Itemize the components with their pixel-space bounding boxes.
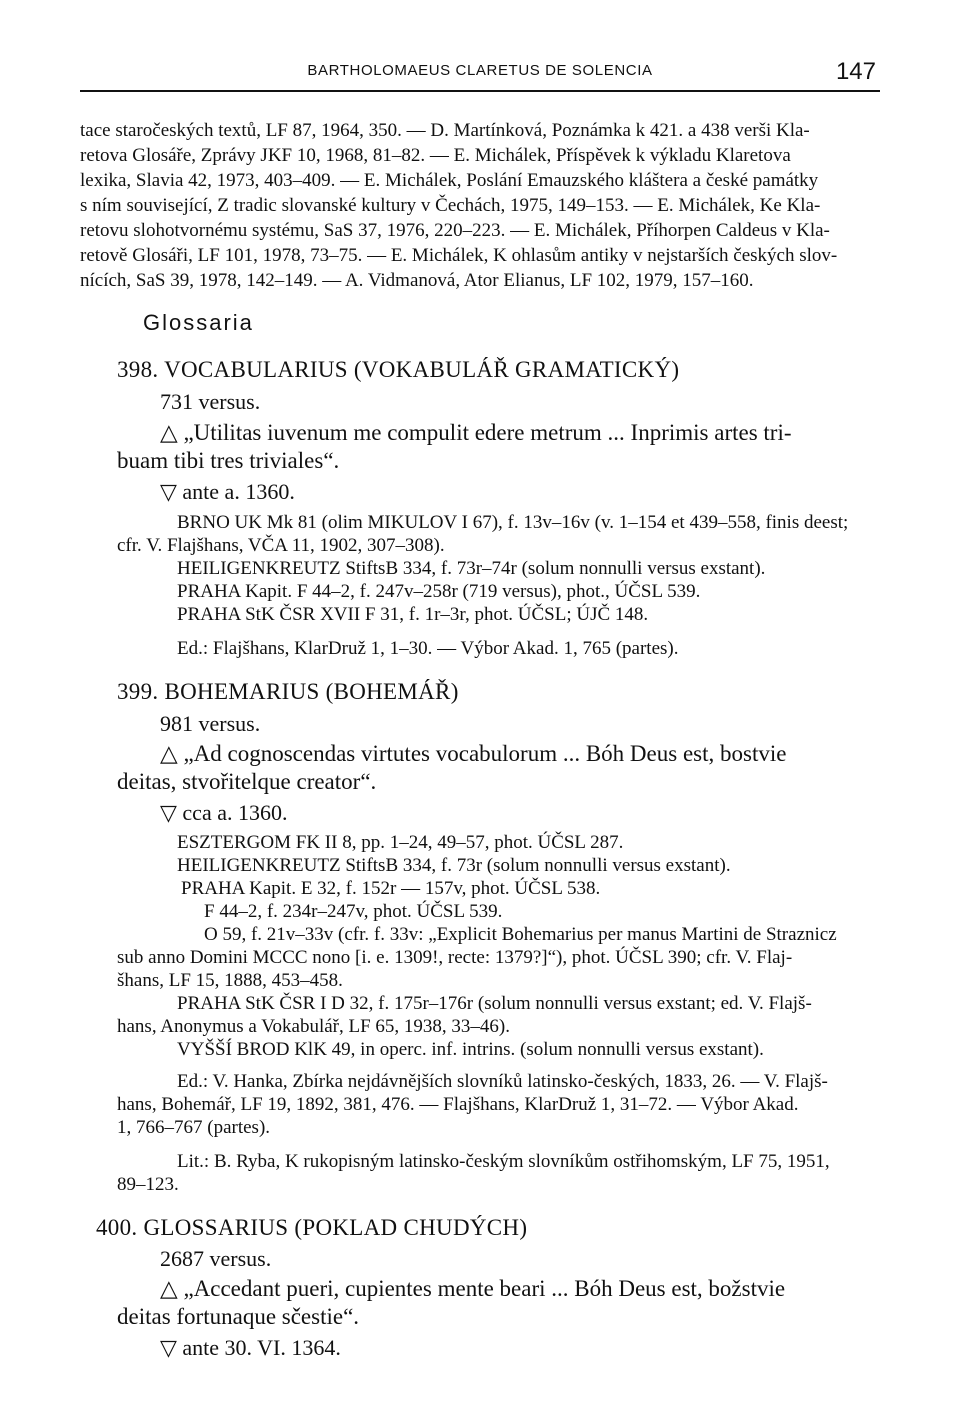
entry-date: ▽ cca a. 1360. xyxy=(160,800,288,825)
section-title: Glossaria xyxy=(143,310,254,335)
entry-date: ▽ ante 30. VI. 1364. xyxy=(160,1335,341,1360)
manuscript-line: VYŠŠÍ BROD KlK 49, in operc. inf. intrins. (solum nonnulli versus exstant). xyxy=(177,1039,764,1060)
manuscript-line: hans, Anonymus a Vokabulář, LF 65, 1938, 33–46). xyxy=(117,1016,511,1037)
literature-line: Lit.: B. Ryba, K rukopisným latinsko-českým slovníkům ostřihomským, LF 75, 1951, xyxy=(177,1151,830,1172)
entry-date: ▽ ante a. 1360. xyxy=(160,479,295,504)
entry-incipit: deitas fortunaque sčestie“. xyxy=(117,1304,360,1329)
manuscript-line: PRAHA Kapit. E 32, f. 152r — 157v, phot. ÚČSL 538. xyxy=(181,878,601,899)
entry-heading: 399. BOHEMARIUS (BOHEMÁŘ) xyxy=(117,679,459,704)
manuscript-line: sub anno Domini MCCC nono [i. e. 1309!, recte: 1379?]“), phot. ÚČSL 390; cfr. V. Flaj- xyxy=(117,947,793,968)
bibliography-line: retova Glosáře, Zprávy JKF 10, 1968, 81–82. — E. Michálek, Příspěvek k výkladu Klaretova xyxy=(80,145,791,166)
entry-incipit: △ „Utilitas iuvenum me compulit edere metrum ... Inprimis artes tri- xyxy=(160,420,792,445)
entry-versus: 731 versus. xyxy=(160,389,261,414)
manuscript-line: HEILIGENKREUTZ StiftsB 334, f. 73r (solum nonnulli versus exstant). xyxy=(177,855,731,876)
manuscript-line: ESZTERGOM FK II 8, pp. 1–24, 49–57, phot. ÚČSL 287. xyxy=(177,832,624,853)
manuscript-line: PRAHA StK ČSR I D 32, f. 175r–176r (solum nonnulli versus exstant; ed. V. Flajš- xyxy=(177,993,812,1014)
entry-heading: 398. VOCABULARIUS (VOKABULÁŘ GRAMATICKÝ) xyxy=(117,357,680,382)
entry-heading: 400. GLOSSARIUS (POKLAD CHUDÝCH) xyxy=(96,1215,528,1240)
manuscript-line: HEILIGENKREUTZ StiftsB 334, f. 73r–74r (solum nonnulli versus exstant). xyxy=(177,558,766,579)
entry-versus: 2687 versus. xyxy=(160,1246,272,1271)
manuscript-line: PRAHA Kapit. F 44–2, f. 247v–258r (719 versus), phot., ÚČSL 539. xyxy=(177,581,701,602)
entry-incipit: △ „Ad cognoscendas virtutes vocabulorum ... Bóh Deus est, bostvie xyxy=(160,741,787,766)
bibliography-line: lexika, Slavia 42, 1973, 403–409. — E. Michálek, Poslání Emauzského kláštera a české památky xyxy=(80,170,819,191)
manuscript-line: F 44–2, f. 234r–247v, phot. ÚČSL 539. xyxy=(204,901,503,922)
manuscript-line: PRAHA StK ČSR XVII F 31, f. 1r–3r, phot. ÚČSL; ÚJČ 148. xyxy=(177,604,649,625)
edition-line: 1, 766–767 (partes). xyxy=(117,1117,271,1138)
page-number: 147 xyxy=(835,58,876,85)
bibliography-line: nících, SaS 39, 1978, 142–149. — A. Vidmanová, Ator Elianus, LF 102, 1979, 157–160. xyxy=(80,270,754,291)
page-header xyxy=(80,58,880,88)
edition-line: Ed.: Flajšhans, KlarDruž 1, 1–30. — Výbor Akad. 1, 765 (partes). xyxy=(177,638,679,659)
manuscript-line: BRNO UK Mk 81 (olim MIKULOV I 67), f. 13v–16v (v. 1–154 et 439–558, finis deest; xyxy=(177,512,849,533)
running-title: BARTHOLOMAEUS CLARETUS DE SOLENCIA xyxy=(307,62,653,79)
bibliography-line: retově Glosáři, LF 101, 1978, 73–75. — E. Michálek, K ohlasům antiky v nejstarších českých slov- xyxy=(80,245,838,266)
entry-incipit: buam tibi tres triviales“. xyxy=(117,448,340,473)
manuscript-line: O 59, f. 21v–33v (cfr. f. 33v: „Explicit Bohemarius per manus Martini de Straznicz xyxy=(204,924,837,945)
entry-incipit: deitas, stvořitelque creator“. xyxy=(117,769,377,794)
entry-incipit: △ „Accedant pueri, cupientes mente beari ... Bóh Deus est, božstvie xyxy=(160,1276,786,1301)
manuscript-line: šhans, LF 15, 1888, 453–458. xyxy=(117,970,343,991)
header-rule xyxy=(80,90,880,92)
literature-line: 89–123. xyxy=(117,1174,179,1195)
manuscript-line: cfr. V. Flajšhans, VČA 11, 1902, 307–308). xyxy=(117,535,445,556)
bibliography-line: tace staročeských textů, LF 87, 1964, 350. — D. Martínková, Poznámka k 421. a 438 verši Kla- xyxy=(80,120,810,141)
edition-line: hans, Bohemář, LF 19, 1892, 381, 476. — Flajšhans, KlarDruž 1, 31–72. — Výbor Akad. xyxy=(117,1094,799,1115)
edition-line: Ed.: V. Hanka, Zbírka nejdávnějších slovníků latinsko-českých, 1833, 26. — V. Flajš- xyxy=(177,1071,828,1092)
bibliography-line: retovu slohotvornému systému, SaS 37, 1976, 220–223. — E. Michálek, Příhorpen Caldeus v Kla- xyxy=(80,220,830,241)
bibliography-line: s ním související, Z tradic slovanské kultury v Čechách, 1975, 149–153. — E. Michálek, Ke Kla- xyxy=(80,195,821,216)
entry-versus: 981 versus. xyxy=(160,711,261,736)
